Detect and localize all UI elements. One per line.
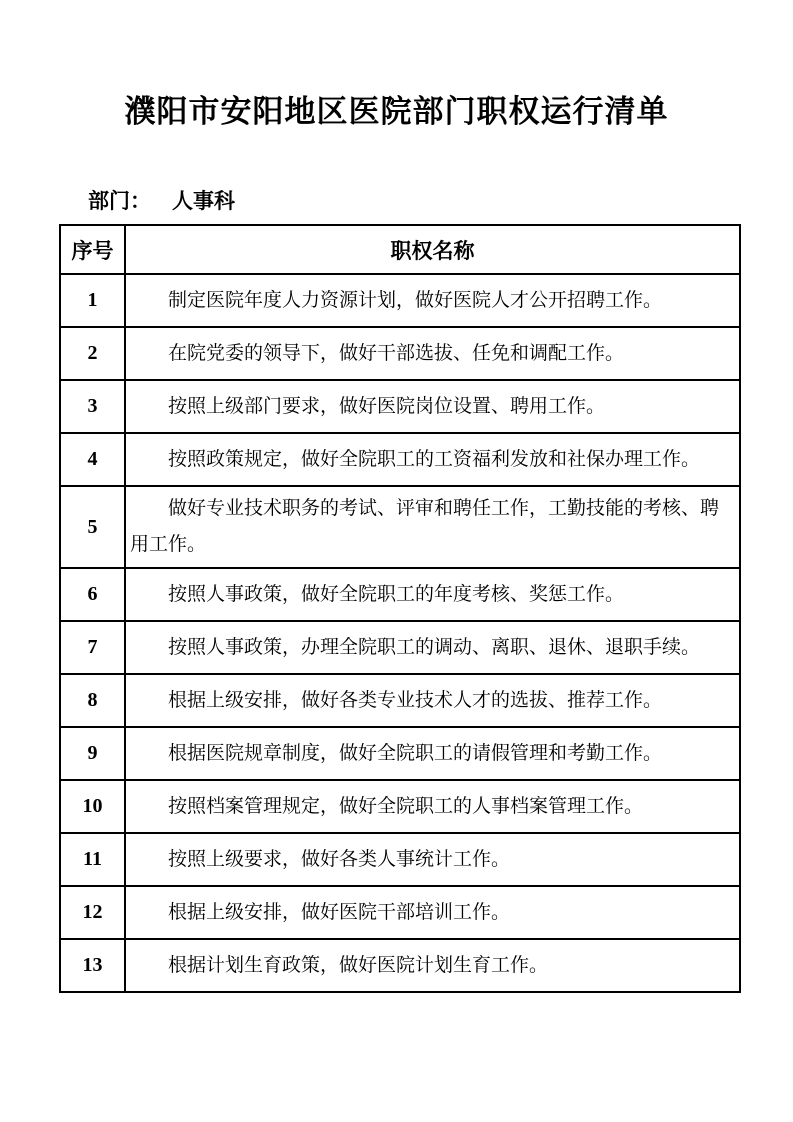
- authority-name-cell: 按照档案管理规定，做好全院职工的人事档案管理工作。: [125, 780, 740, 833]
- column-header-authority-name: 职权名称: [125, 225, 740, 274]
- table-row: [60, 886, 740, 939]
- table-body: [60, 274, 740, 992]
- row-number-cell: 3: [60, 380, 125, 433]
- authority-name-cell: 按照人事政策，做好全院职工的年度考核、奖惩工作。: [125, 568, 740, 621]
- table-row: [60, 674, 740, 727]
- table-row: [60, 780, 740, 833]
- page-title: 濮阳市安阳地区医院部门职权运行清单: [124, 94, 669, 129]
- row-number-cell: 2: [60, 327, 125, 380]
- table-row: [60, 380, 740, 433]
- table-row: [60, 274, 740, 327]
- table-row: [60, 486, 740, 568]
- authority-name-cell: 根据上级安排，做好各类专业技术人才的选拔、推荐工作。: [125, 674, 740, 727]
- department-label: 部门：: [88, 189, 151, 213]
- authority-name-cell: 根据计划生育政策，做好医院计划生育工作。: [125, 939, 740, 992]
- table-row: [60, 939, 740, 992]
- department-value: 人事科: [172, 189, 235, 213]
- row-number-cell: 7: [60, 621, 125, 674]
- authority-name-cell: 根据医院规章制度，做好全院职工的请假管理和考勤工作。: [125, 727, 740, 780]
- department-line: [88, 186, 793, 216]
- authority-name-cell: 按照人事政策，办理全院职工的调动、离职、退休、退职手续。: [125, 621, 740, 674]
- table-row: [60, 833, 740, 886]
- row-number-cell: 8: [60, 674, 125, 727]
- row-number-cell: 9: [60, 727, 125, 780]
- table-row: [60, 621, 740, 674]
- row-number-cell: 6: [60, 568, 125, 621]
- row-number-cell: 11: [60, 833, 125, 886]
- authority-name-cell: 在院党委的领导下，做好干部选拔、任免和调配工作。: [125, 327, 740, 380]
- table-row: [60, 327, 740, 380]
- table-row: [60, 727, 740, 780]
- table-row: [60, 568, 740, 621]
- table-row: [60, 433, 740, 486]
- column-header-number: 序号: [60, 225, 125, 274]
- authority-name-cell: 制定医院年度人力资源计划，做好医院人才公开招聘工作。: [125, 274, 740, 327]
- authority-name-cell: 按照政策规定，做好全院职工的工资福利发放和社保办理工作。: [125, 433, 740, 486]
- row-number-cell: 5: [60, 486, 125, 568]
- authority-table: [59, 224, 741, 993]
- table-header: [60, 225, 740, 274]
- authority-name-cell: 做好专业技术职务的考试、评审和聘任工作，工勤技能的考核、聘用工作。: [125, 486, 740, 568]
- row-number-cell: 12: [60, 886, 125, 939]
- row-number-cell: 1: [60, 274, 125, 327]
- row-number-cell: 10: [60, 780, 125, 833]
- row-number-cell: 4: [60, 433, 125, 486]
- authority-name-cell: 根据上级安排，做好医院干部培训工作。: [125, 886, 740, 939]
- authority-name-cell: 按照上级部门要求，做好医院岗位设置、聘用工作。: [125, 380, 740, 433]
- row-number-cell: 13: [60, 939, 125, 992]
- authority-name-cell: 按照上级要求，做好各类人事统计工作。: [125, 833, 740, 886]
